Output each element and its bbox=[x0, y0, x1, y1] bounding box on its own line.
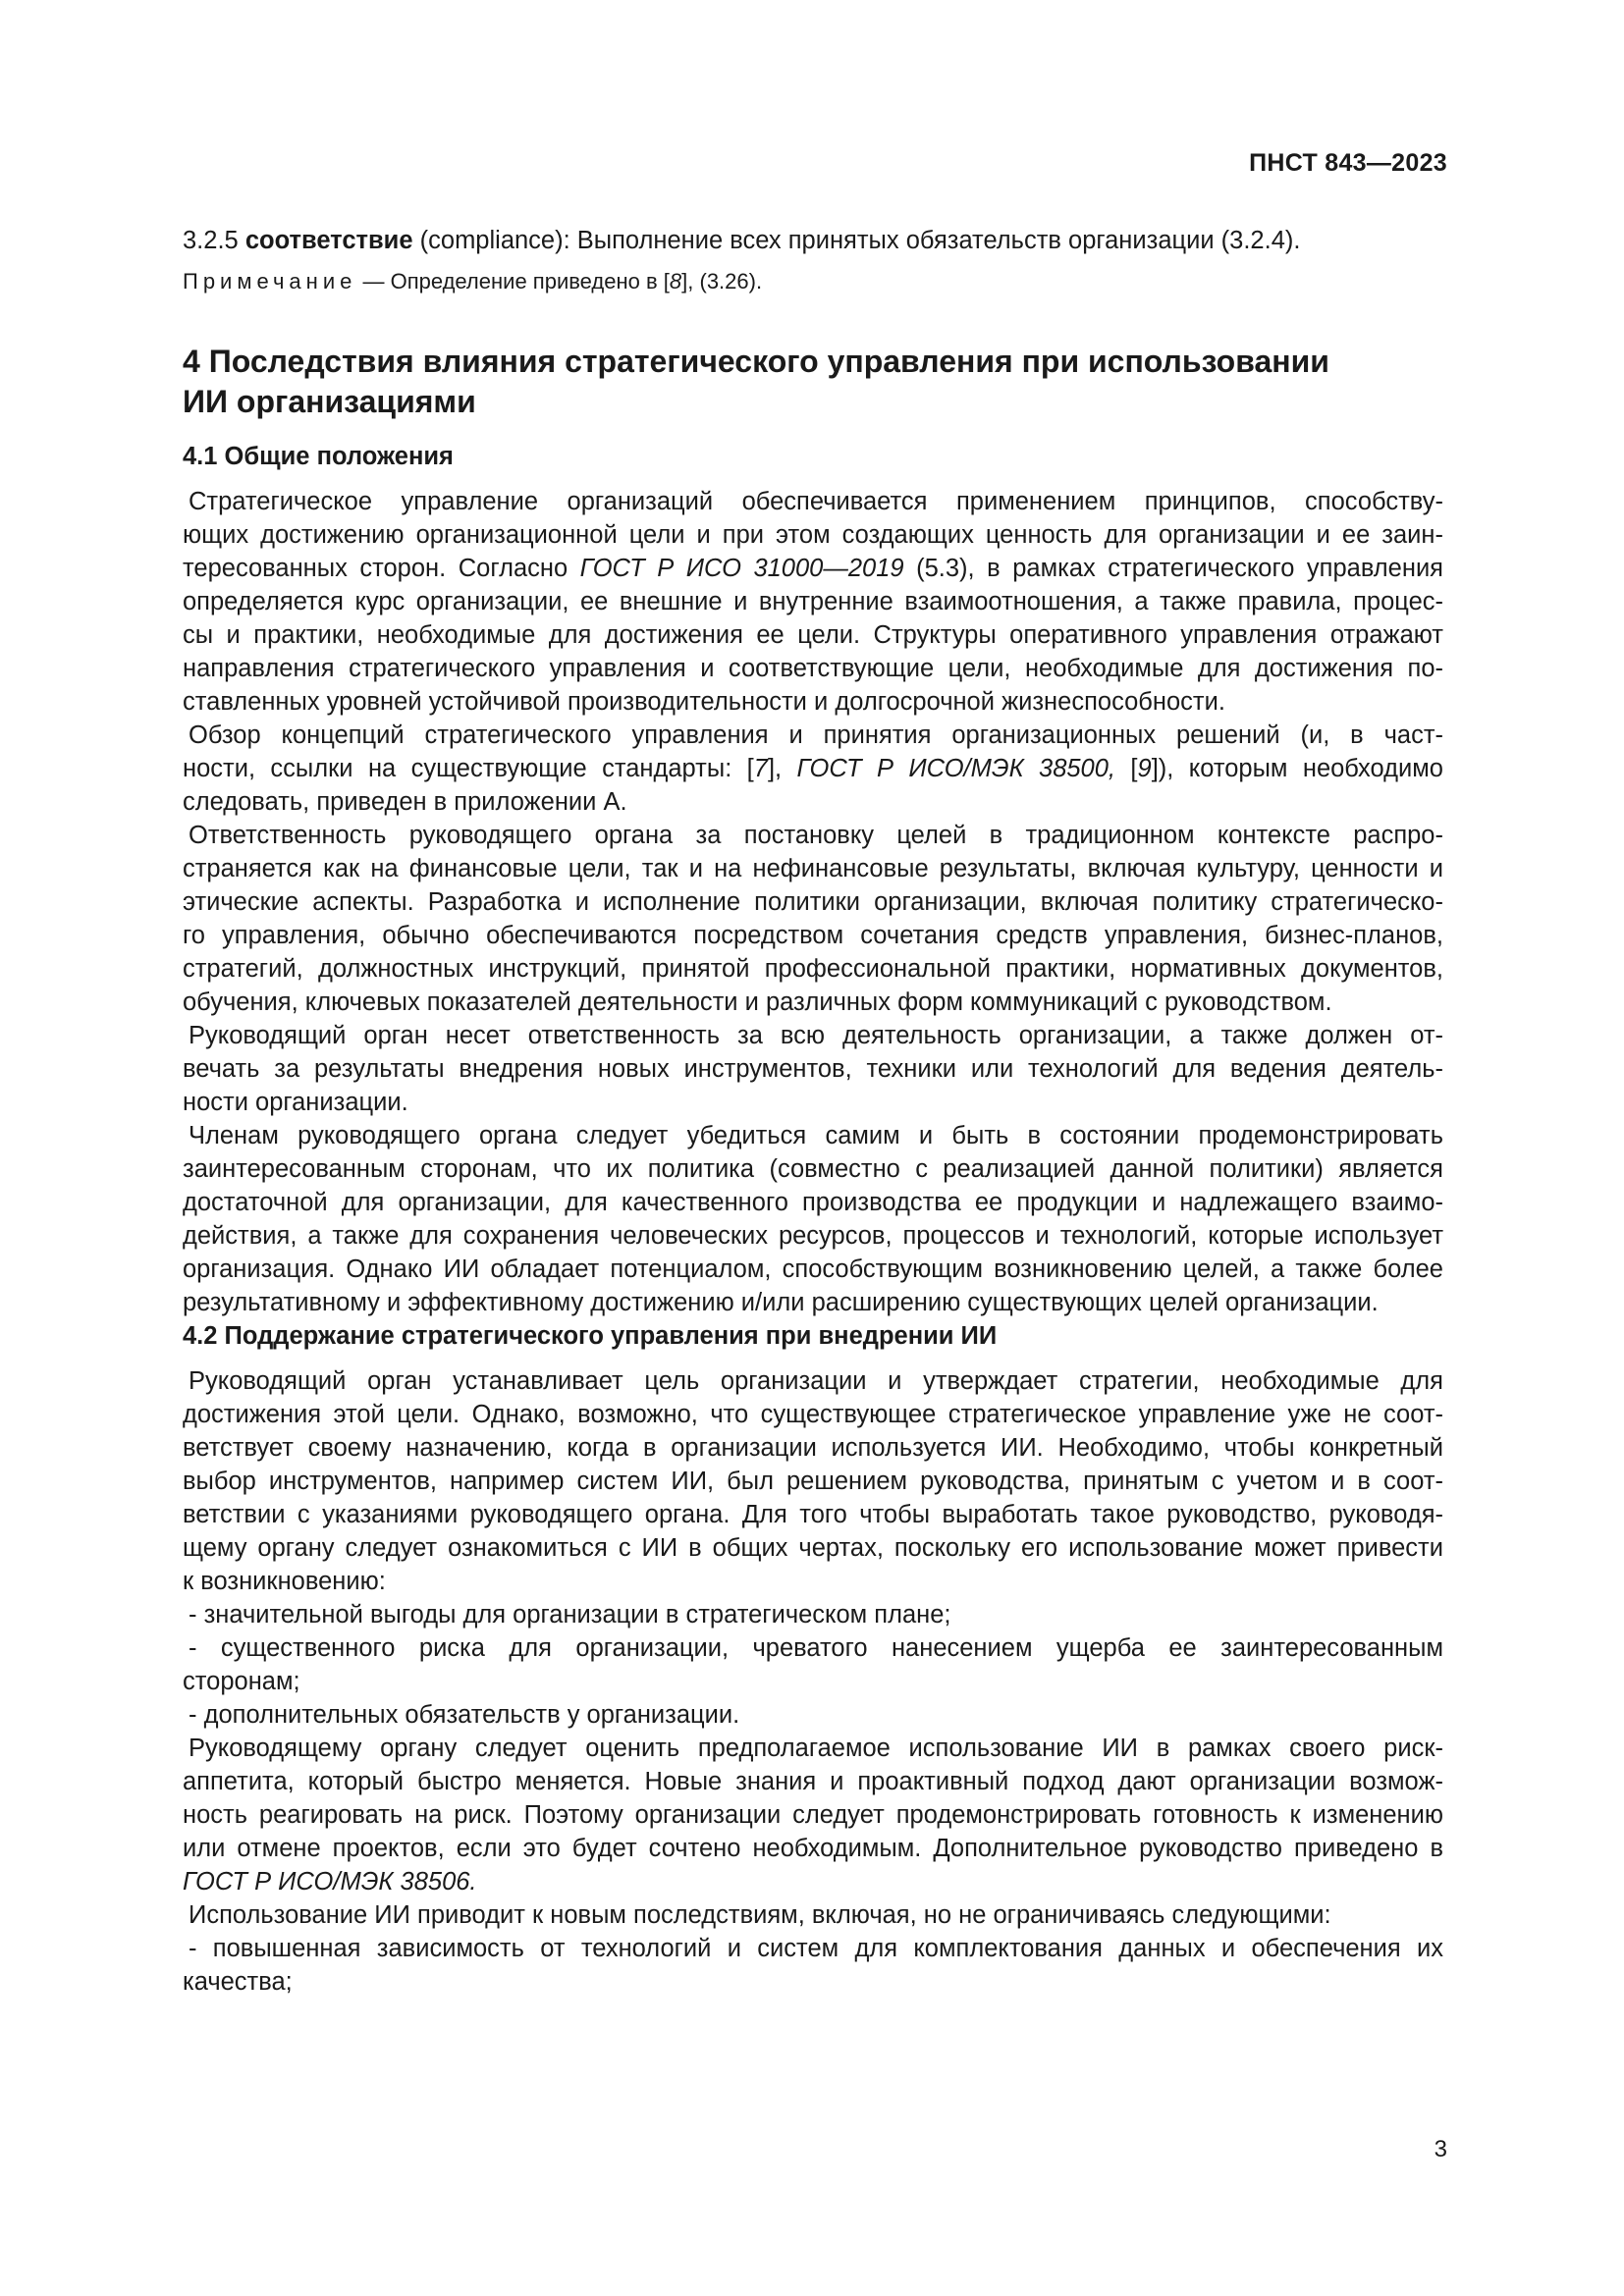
text-line: го управления, обычно обеспечиваются посредством сочетания средств управления, бизнес-планов, bbox=[183, 922, 1443, 949]
text-line: ветствии с указаниями руководящего органа. Для того чтобы выработать такое руководство, руководя- bbox=[183, 1501, 1443, 1528]
section-4-title-line2: ИИ организациями bbox=[183, 384, 476, 419]
page-number: 3 bbox=[1434, 2136, 1447, 2163]
text-line: аппетита, который быстро меняется. Новые знания и проактивный подход дают организации возмож- bbox=[183, 1768, 1443, 1795]
list-4-2-risks bbox=[183, 1598, 1443, 1732]
text-line: стратегий, должностных инструкций, принятой профессиональной практики, нормативных документов, bbox=[183, 955, 1443, 983]
note-text-post: ], (3.26). bbox=[681, 269, 763, 294]
text-line: определяется курс организации, ее внешние и внутренние взаимоотношения, а также правила, процес- bbox=[183, 588, 1443, 615]
subsection-4-1-heading: 4.1 Общие положения bbox=[183, 443, 454, 470]
list-item: - повышенная зависимость от технологий и систем для комплектования данных и обеспечения их bbox=[189, 1935, 1443, 1962]
text-line: или отмене проектов, если это будет сочтено необходимым. Дополнительное руководство приведено в bbox=[183, 1835, 1443, 1862]
paragraph-4-2-1 bbox=[183, 1364, 1443, 1598]
text-line: Стратегическое управление организаций обеспечивается применением принципов, способству- bbox=[189, 488, 1443, 515]
text-line: вечать за результаты внедрения новых инструментов, техники или технологий для ведения деятель- bbox=[183, 1055, 1443, 1083]
paragraph-4-2-3 bbox=[183, 1898, 1443, 1999]
text-line: результативному и эффективному достижению и/или расширению существующих целей организации. bbox=[183, 1289, 1379, 1316]
text-line: Руководящему органу следует оценить предполагаемое использование ИИ в рамках своего риск- bbox=[189, 1735, 1443, 1762]
text-line bbox=[183, 552, 1443, 585]
text-line: этические аспекты. Разработка и исполнение политики организации, включая политику стратегическо- bbox=[183, 888, 1443, 916]
text-line: ставленных уровней устойчивой производительности и долгосрочной жизнеспособности. bbox=[183, 688, 1225, 716]
note-ref: 8 bbox=[669, 269, 682, 294]
text-line: направления стратегического управления и соответствующие цели, необходимые для достижения по- bbox=[183, 655, 1443, 682]
definition-text: (compliance): Выполнение всех принятых обязательств организации (3.2.4). bbox=[419, 227, 1301, 254]
standard-ref: ГОСТ Р ИСО/МЭК 38506. bbox=[183, 1868, 477, 1896]
text-line: ность реагировать на риск. Поэтому организации следует продемонстрировать готовность к изменению bbox=[183, 1801, 1443, 1829]
paragraph-4-1-5 bbox=[183, 1119, 1443, 1319]
list-item: - значительной выгоды для организации в стратегическом плане; bbox=[189, 1601, 951, 1629]
text-segment: тересованных сторон. Согласно bbox=[183, 555, 580, 582]
standard-ref: ГОСТ Р ИСО 31000—2019 bbox=[579, 555, 904, 582]
text-line: сы и практики, необходимые для достижения ее цели. Структуры оперативного управления отражают bbox=[183, 621, 1443, 649]
text-line: страняется как на финансовые цели, так и на нефинансовые результаты, включая культуру, ценности и bbox=[183, 855, 1443, 882]
text-line: к возникновению: bbox=[183, 1568, 386, 1595]
text-line: щему органу следует ознакомиться с ИИ в общих чертах, поскольку его использование может привести bbox=[183, 1534, 1443, 1562]
text-line: следовать, приведен в приложении А. bbox=[183, 788, 627, 816]
definition-number: 3.2.5 bbox=[183, 227, 239, 254]
text-segment: (5.3), в рамках стратегического управления bbox=[903, 555, 1443, 582]
text-line: ности организации. bbox=[183, 1089, 408, 1116]
text-line: действия, а также для сохранения человеческих ресурсов, процессов и технологий, которые использует bbox=[183, 1222, 1443, 1250]
list-item-continuation: сторонам; bbox=[183, 1668, 300, 1695]
note bbox=[183, 265, 1443, 298]
text-line: организация. Однако ИИ обладает потенциалом, способствующим возникновению целей, а также более bbox=[183, 1255, 1443, 1283]
page-content bbox=[183, 224, 1443, 1999]
note-label: Примечание bbox=[183, 269, 357, 294]
text-line: Ответственность руководящего органа за постановку целей в традиционном контексте распро- bbox=[189, 822, 1443, 849]
text-line: Руководящий орган устанавливает цель организации и утверждает стратегии, необходимые для bbox=[189, 1367, 1443, 1395]
paragraph-4-2-2 bbox=[183, 1732, 1443, 1898]
text-line: ющих достижению организационной цели и при этом создающих ценность для организации и ее заин- bbox=[183, 521, 1443, 549]
text-line: Членам руководящего органа следует убедиться самим и быть в состоянии продемонстрировать bbox=[189, 1122, 1443, 1149]
list-item: - существенного риска для организации, чреватого нанесением ущерба ее заинтересованным bbox=[189, 1634, 1443, 1662]
text-line: достаточной для организации, для качественного производства ее продукции и надлежащего взаимо- bbox=[183, 1189, 1443, 1216]
paragraph-4-1-1 bbox=[183, 485, 1443, 719]
text-line: ветствует своему назначению, когда в организации используется ИИ. Необходимо, чтобы конкретный bbox=[183, 1434, 1443, 1462]
definition-3-2-5 bbox=[183, 224, 1443, 257]
definition-term: соответствие bbox=[244, 227, 413, 254]
list-item-continuation: качества; bbox=[183, 1968, 293, 1996]
subsection-4-2-heading: 4.2 Поддержание стратегического управления при внедрении ИИ bbox=[183, 1322, 998, 1350]
text-line: достижения этой цели. Однако, возможно, что существующее стратегическое управление уже не соот- bbox=[183, 1401, 1443, 1428]
paragraph-4-1-3 bbox=[183, 819, 1443, 1019]
text-line: Обзор концепций стратегического управления и принятия организационных решений (и, в част- bbox=[189, 721, 1443, 749]
document-code: ПНСТ 843—2023 bbox=[1249, 149, 1447, 177]
section-4-title-line1: 4 Последствия влияния стратегического управления при использовании bbox=[183, 344, 1329, 379]
note-text-pre: — Определение приведено в [ bbox=[362, 269, 670, 294]
text-line: заинтересованным сторонам, что их политика (совместно с реализацией данной политики) является bbox=[183, 1155, 1443, 1183]
section-4-heading bbox=[183, 342, 1443, 422]
list-item: - дополнительных обязательств у организации. bbox=[189, 1701, 740, 1729]
text-line: Использование ИИ приводит к новым последствиям, включая, но не ограничиваясь следующими: bbox=[189, 1901, 1331, 1929]
text-line: выбор инструментов, например систем ИИ, был решением руководства, принятым с учетом и в соот- bbox=[183, 1468, 1443, 1495]
text-line bbox=[183, 1865, 1443, 1898]
paragraph-4-1-2 bbox=[183, 719, 1443, 819]
text-line: ности, ссылки на существующие стандарты: [7], ГОСТ Р ИСО/МЭК 38500, [9]), которым необходимо bbox=[183, 755, 1443, 782]
text-line: обучения, ключевых показателей деятельности и различных форм коммуникаций с руководством. bbox=[183, 988, 1332, 1016]
text-line: Руководящий орган несет ответственность за всю деятельность организации, а также должен от- bbox=[189, 1022, 1443, 1049]
paragraph-4-1-4 bbox=[183, 1019, 1443, 1119]
